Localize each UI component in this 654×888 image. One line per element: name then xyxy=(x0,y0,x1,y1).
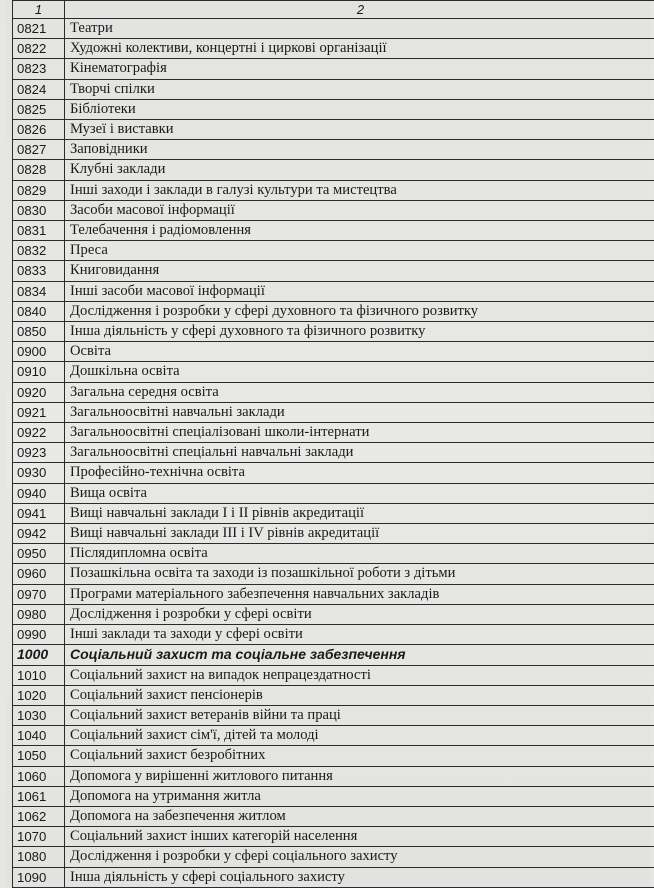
code-cell: 1070 xyxy=(13,827,65,847)
table-row xyxy=(13,79,654,99)
name-cell: Загальноосвітні спеціалізовані школи-інтернати xyxy=(65,423,654,443)
code-cell: 0900 xyxy=(13,342,65,362)
code-cell: 0990 xyxy=(13,625,65,645)
document-page xyxy=(6,0,650,887)
table-row xyxy=(13,847,654,867)
code-cell: 1050 xyxy=(13,746,65,766)
code-cell: 1080 xyxy=(13,847,65,867)
table-row xyxy=(13,301,654,321)
table-row xyxy=(13,382,654,402)
name-cell: Дослідження і розробки у сфері соціального захисту xyxy=(65,847,654,867)
table-row xyxy=(13,564,654,584)
name-cell: Бібліотеки xyxy=(65,99,654,119)
code-cell: 0828 xyxy=(13,160,65,180)
table-row xyxy=(13,503,654,523)
code-cell: 0923 xyxy=(13,443,65,463)
name-cell: Програми матеріального забезпечення навчальних закладів xyxy=(65,584,654,604)
code-cell: 0942 xyxy=(13,524,65,544)
table-row xyxy=(13,342,654,362)
code-cell: 0833 xyxy=(13,261,65,281)
table-row xyxy=(13,463,654,483)
name-cell: Кінематографія xyxy=(65,59,654,79)
name-cell: Соціальний захист на випадок непрацездатності xyxy=(65,665,654,685)
code-cell: 0922 xyxy=(13,423,65,443)
code-cell: 1061 xyxy=(13,786,65,806)
table-row xyxy=(13,827,654,847)
name-cell: Соціальний захист та соціальне забезпечення xyxy=(65,645,654,665)
name-cell: Професійно-технічна освіта xyxy=(65,463,654,483)
header-row xyxy=(13,1,654,19)
name-cell: Клубні заклади xyxy=(65,160,654,180)
table-body xyxy=(13,19,654,888)
code-cell: 0834 xyxy=(13,281,65,301)
code-cell: 0825 xyxy=(13,99,65,119)
table-row xyxy=(13,140,654,160)
name-cell: Інші заклади та заходи у сфері освіти xyxy=(65,625,654,645)
code-cell: 0930 xyxy=(13,463,65,483)
column-header-code: 1 xyxy=(13,1,65,19)
code-cell: 0822 xyxy=(13,39,65,59)
table-row xyxy=(13,120,654,140)
table-row xyxy=(13,544,654,564)
name-cell: Заповідники xyxy=(65,140,654,160)
code-cell: 0821 xyxy=(13,19,65,39)
code-cell: 0910 xyxy=(13,362,65,382)
name-cell: Позашкільна освіта та заходи із позашкільної роботи з дітьми xyxy=(65,564,654,584)
table-row xyxy=(13,665,654,685)
name-cell: Дослідження і розробки у сфері духовного та фізичного розвитку xyxy=(65,301,654,321)
code-cell: 0920 xyxy=(13,382,65,402)
name-cell: Театри xyxy=(65,19,654,39)
name-cell: Інші засоби масової інформації xyxy=(65,281,654,301)
code-cell: 1090 xyxy=(13,867,65,887)
table-row xyxy=(13,241,654,261)
code-cell: 0980 xyxy=(13,604,65,624)
table-row xyxy=(13,59,654,79)
table-row xyxy=(13,806,654,826)
table-row xyxy=(13,160,654,180)
name-cell: Дошкільна освіта xyxy=(65,362,654,382)
code-cell: 0829 xyxy=(13,180,65,200)
name-cell: Засоби масової інформації xyxy=(65,200,654,220)
code-cell: 1020 xyxy=(13,685,65,705)
table-row xyxy=(13,362,654,382)
name-cell: Соціальний захист інших категорій населення xyxy=(65,827,654,847)
code-cell: 0840 xyxy=(13,301,65,321)
table-row xyxy=(13,39,654,59)
table-row xyxy=(13,867,654,887)
name-cell: Інша діяльність у сфері соціального захисту xyxy=(65,867,654,887)
name-cell: Вища освіта xyxy=(65,483,654,503)
code-cell: 0850 xyxy=(13,322,65,342)
code-cell: 1000 xyxy=(13,645,65,665)
name-cell: Загальна середня освіта xyxy=(65,382,654,402)
code-cell: 0960 xyxy=(13,564,65,584)
table-row xyxy=(13,443,654,463)
table-row xyxy=(13,322,654,342)
name-cell: Художні колективи, концертні і циркові організації xyxy=(65,39,654,59)
code-cell: 0941 xyxy=(13,503,65,523)
name-cell: Інші заходи і заклади в галузі культури та мистецтва xyxy=(65,180,654,200)
name-cell: Загальноосвітні спеціальні навчальні заклади xyxy=(65,443,654,463)
code-cell: 1062 xyxy=(13,806,65,826)
code-cell: 0832 xyxy=(13,241,65,261)
table-row xyxy=(13,604,654,624)
name-cell: Післядипломна освіта xyxy=(65,544,654,564)
code-cell: 1010 xyxy=(13,665,65,685)
table-row xyxy=(13,483,654,503)
code-cell: 0826 xyxy=(13,120,65,140)
table-row xyxy=(13,746,654,766)
table-row xyxy=(13,726,654,746)
table-row xyxy=(13,19,654,39)
table-row xyxy=(13,281,654,301)
name-cell: Допомога у вирішенні житлового питання xyxy=(65,766,654,786)
table-row xyxy=(13,584,654,604)
table-row xyxy=(13,524,654,544)
table-row xyxy=(13,625,654,645)
table-row xyxy=(13,200,654,220)
table-row xyxy=(13,766,654,786)
code-cell: 0830 xyxy=(13,200,65,220)
name-cell: Творчі спілки xyxy=(65,79,654,99)
code-cell: 0950 xyxy=(13,544,65,564)
section-row xyxy=(13,645,654,665)
table-row xyxy=(13,705,654,725)
name-cell: Допомога на утримання житла xyxy=(65,786,654,806)
table-row xyxy=(13,221,654,241)
name-cell: Вищі навчальні заклади І і ІІ рівнів акредитації xyxy=(65,503,654,523)
table-row xyxy=(13,261,654,281)
name-cell: Допомога на забезпечення житлом xyxy=(65,806,654,826)
name-cell: Освіта xyxy=(65,342,654,362)
code-cell: 1030 xyxy=(13,705,65,725)
table-row xyxy=(13,99,654,119)
name-cell: Вищі навчальні заклади ІІІ і IV рівнів акредитації xyxy=(65,524,654,544)
name-cell: Преса xyxy=(65,241,654,261)
code-cell: 0970 xyxy=(13,584,65,604)
name-cell: Загальноосвітні навчальні заклади xyxy=(65,402,654,422)
code-cell: 0827 xyxy=(13,140,65,160)
code-cell: 1060 xyxy=(13,766,65,786)
name-cell: Дослідження і розробки у сфері освіти xyxy=(65,604,654,624)
code-cell: 1040 xyxy=(13,726,65,746)
code-cell: 0940 xyxy=(13,483,65,503)
name-cell: Телебачення і радіомовлення xyxy=(65,221,654,241)
code-cell: 0824 xyxy=(13,79,65,99)
name-cell: Книговидання xyxy=(65,261,654,281)
code-cell: 0831 xyxy=(13,221,65,241)
column-header-name: 2 xyxy=(65,1,654,19)
table-row xyxy=(13,402,654,422)
name-cell: Соціальний захист сім'ї, дітей та молоді xyxy=(65,726,654,746)
table-row xyxy=(13,180,654,200)
name-cell: Соціальний захист ветеранів війни та праці xyxy=(65,705,654,725)
table-row xyxy=(13,685,654,705)
name-cell: Інша діяльність у сфері духовного та фізичного розвитку xyxy=(65,322,654,342)
classification-table xyxy=(12,0,654,888)
table-row xyxy=(13,423,654,443)
code-cell: 0823 xyxy=(13,59,65,79)
name-cell: Соціальний захист пенсіонерів xyxy=(65,685,654,705)
name-cell: Соціальний захист безробітних xyxy=(65,746,654,766)
name-cell: Музеї і виставки xyxy=(65,120,654,140)
table-row xyxy=(13,786,654,806)
code-cell: 0921 xyxy=(13,402,65,422)
